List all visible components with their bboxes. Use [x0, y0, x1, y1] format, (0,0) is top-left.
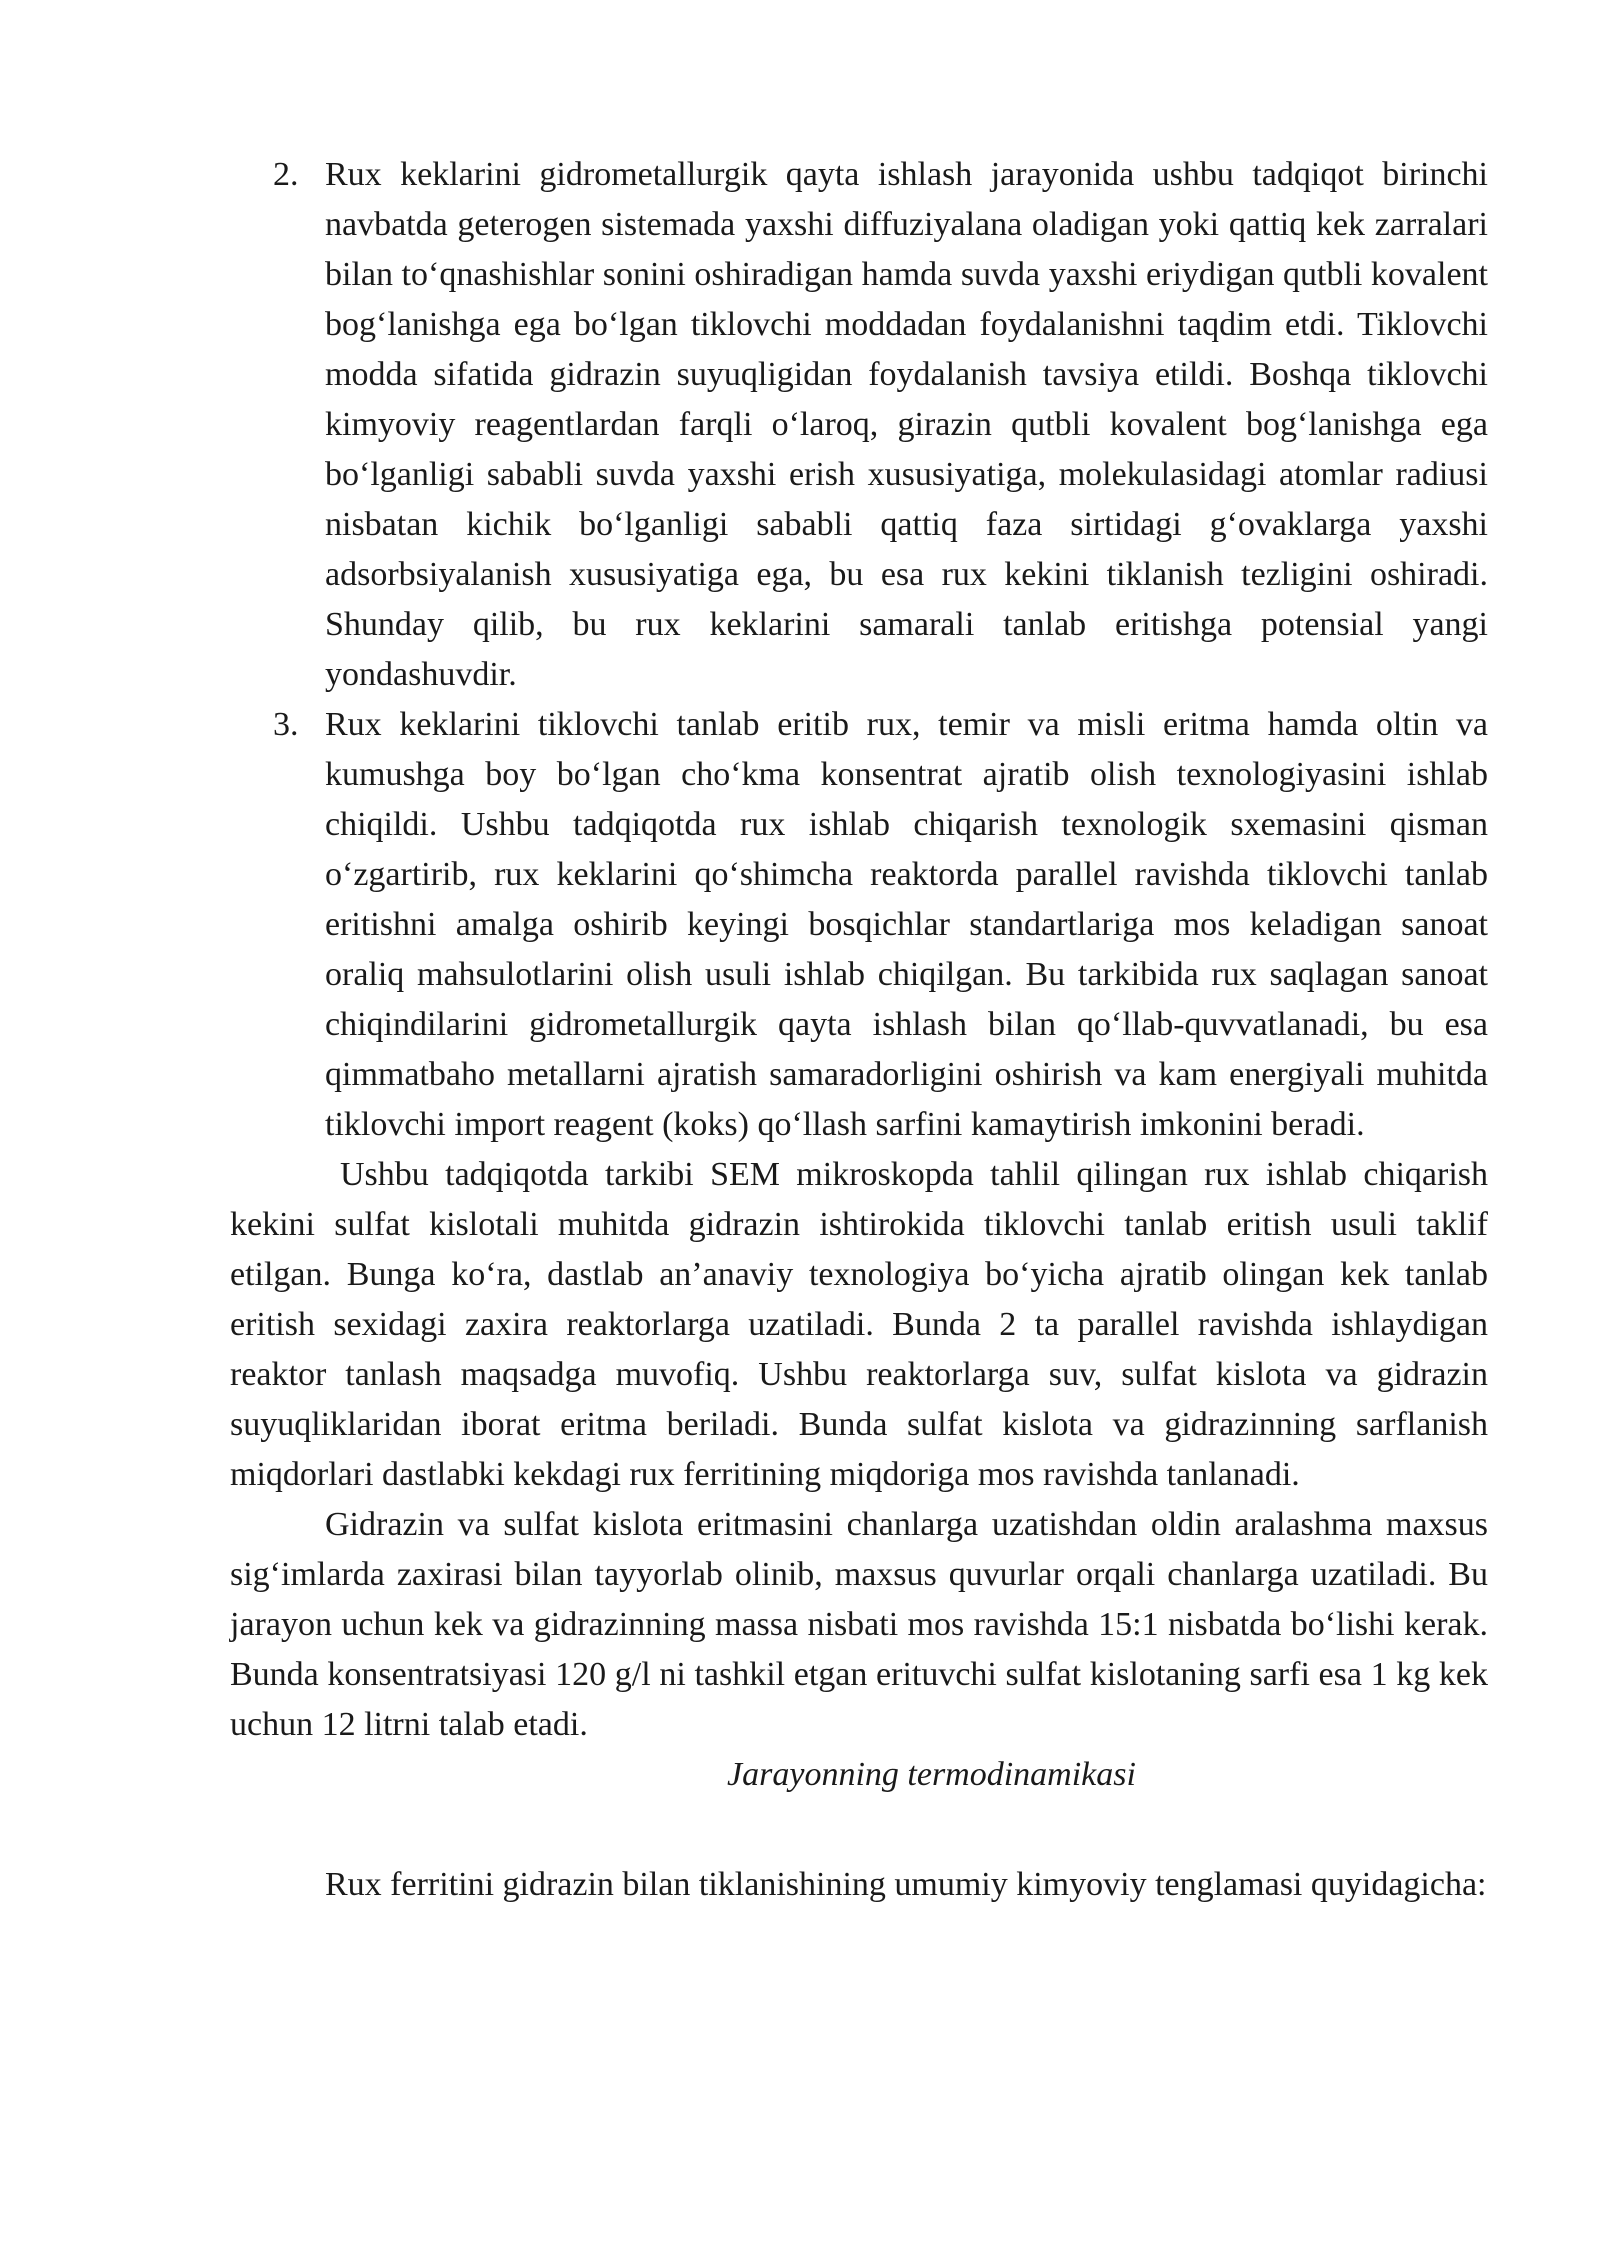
list-item-text: Rux keklarini tiklovchi tanlab eritib rux, temir va misli eritma hamda oltin va kumushga boy boʻlgan choʻkma konsentrat ajratib olish texnologiyasini ishlab chiqildi. Ushbu tadqiqotda rux ishlab chiqarish texnologik sxemasini qisman oʻzgartirib, rux keklarini qoʻshimcha reaktorda parallel ravishda tiklovchi tanlab eritishni amalga oshirib keyingi bosqichlar standartlariga mos keladigan sanoat oraliq mahsulotlarini olish usuli ishlab chiqilgan. Bu tarkibida rux saqlagan sanoat chiqindilarini gidrometallurgik qayta ishlash bilan qoʻllab-quvvatlanadi, bu esa qimmatbaho metallarni ajratish samaradorligini oshirish va kam energiyali muhitda tiklovchi import reagent (koks) qoʻllash sarfini kamaytirish imkonini beradi.	[325, 706, 1488, 1143]
list-item-number: 2.	[273, 156, 299, 193]
list-item-text: Rux keklarini gidrometallurgik qayta ishlash jarayonida ushbu tadqiqot birinchi navbatda geterogen sistemada yaxshi diffuziyalana oladigan yoki qattiq kek zarralari bilan toʻqnashishlar sonini oshiradigan hamda suvda yaxshi eriydigan qutbli kovalent bogʻlanishga ega boʻlgan tiklovchi moddadan foydalanishni taqdim etdi. Tiklovchi modda sifatida gidrazin suyuqligidan foydalanish tavsiya etildi. Boshqa tiklovchi kimyoviy reagentlardan farqli oʻlaroq, girazin qutbli kovalent bogʻlanishga ega boʻlganligi sababli suvda yaxshi erish xususiyatiga, molekulasidagi atomlar radiusi nisbatan kichik boʻlganligi sababli qattiq faza sirtidagi gʻovaklarga yaxshi adsorbsiyalanish xususiyatiga ega, bu esa rux kekini tiklanish tezligini oshiradi. Shunday qilib, bu rux keklarini samarali tanlab eritishga potensial yangi yondashuvdir.	[325, 156, 1488, 693]
list-item	[230, 150, 1488, 700]
list-item	[230, 700, 1488, 1150]
section-heading: Jarayonning termodinamikasi	[727, 1756, 1136, 1793]
body-paragraph: Rux ferritini gidrazin bilan tiklanishining umumiy kimyoviy tenglamasi quyidagicha:	[325, 1866, 1487, 1903]
list-item-number: 3.	[273, 706, 299, 743]
spacer	[230, 1800, 1488, 1860]
body-paragraph: Gidrazin va sulfat kislota eritmasini chanlarga uzatishdan oldin aralashma maxsus sigʻimlarda zaxirasi bilan tayyorlab olinib, maxsus quvurlar orqali chanlarga uzatiladi. Bu jarayon uchun kek va gidrazinning massa nisbati mos ravishda 15:1 nisbatda boʻlishi kerak. Bunda konsentratsiyasi 120 g/l ni tashkil etgan erituvchi sulfat kislotaning sarfi esa 1 kg kek uchun 12 litrni talab etadi.	[230, 1506, 1488, 1743]
numbered-list	[230, 150, 1488, 1150]
body-paragraph: Ushbu tadqiqotda tarkibi SEM mikroskopda tahlil qilingan rux ishlab chiqarish kekini sulfat kislotali muhitda gidrazin ishtirokida tiklovchi tanlab eritish usuli taklif etilgan. Bunga koʻra, dastlab an’anaviy texnologiya boʻyicha ajratib olingan kek tanlab eritish sexidagi zaxira reaktorlarga uzatiladi. Bunda 2 ta parallel ravishda ishlaydigan reaktor tanlash maqsadga muvofiq. Ushbu reaktorlarga suv, sulfat kislota va gidrazin suyuqliklaridan iborat eritma beriladi. Bunda sulfat kislota va gidrazinning sarflanish miqdorlari dastlabki kekdagi rux ferritining miqdoriga mos ravishda tanlanadi.	[230, 1156, 1488, 1493]
document-page	[230, 150, 1488, 1910]
